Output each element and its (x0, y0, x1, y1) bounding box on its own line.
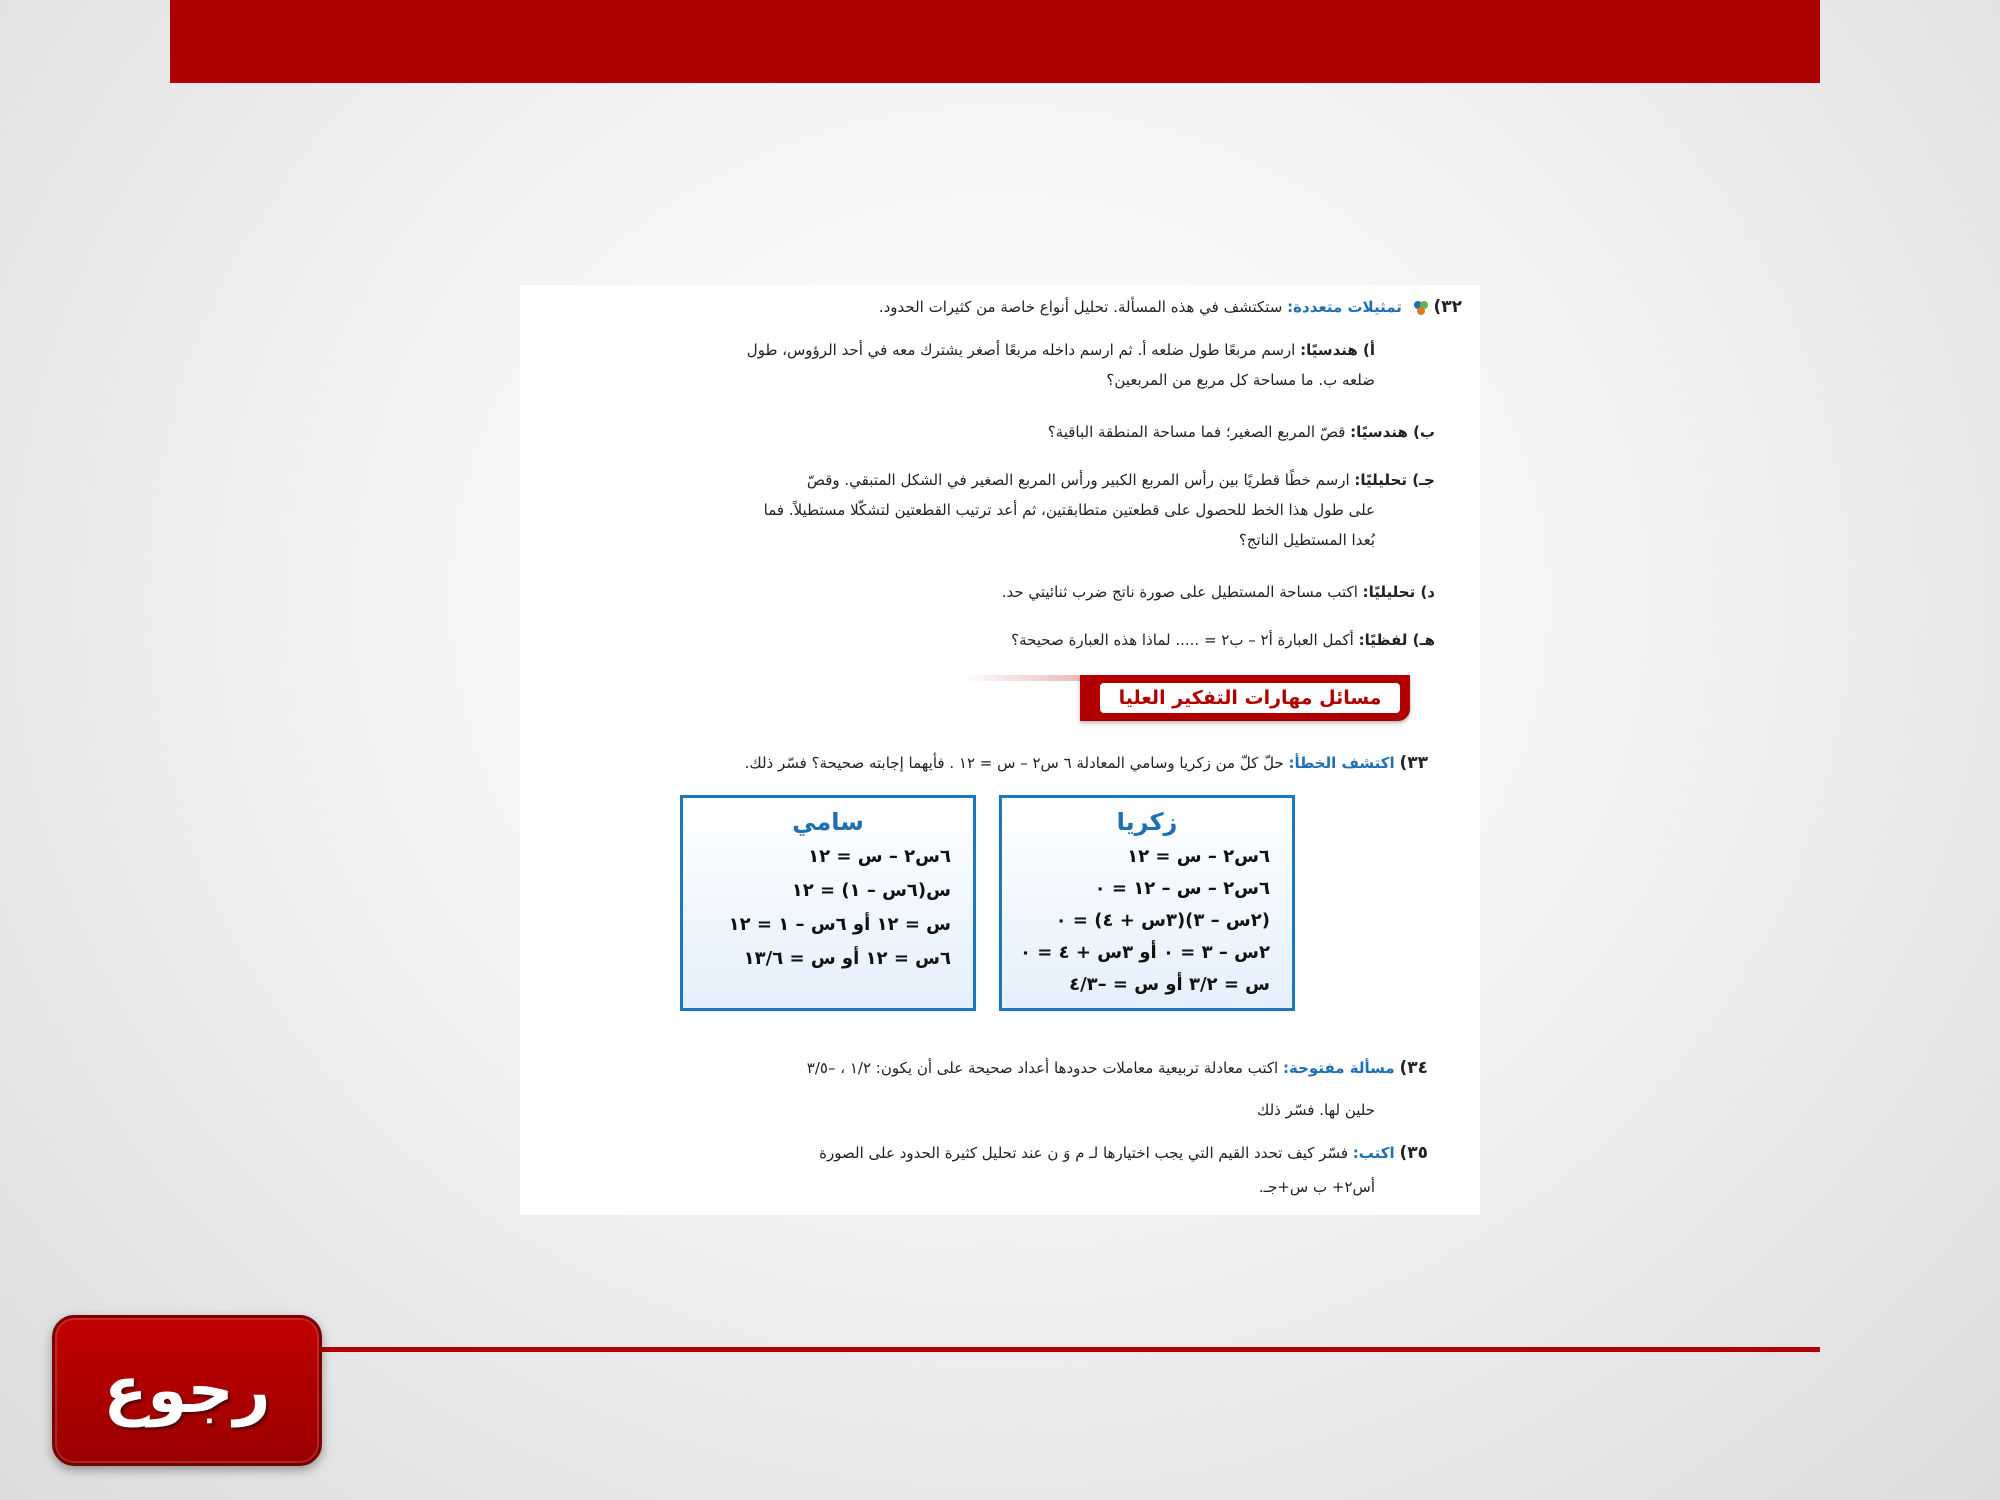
problem-35-line1 (819, 1145, 1428, 1162)
problem-text: فسّر كيف تحدد القيم التي يجب اختيارها لـ م وَ ن عند تحليل كثيرة الحدود على الصورة (819, 1144, 1349, 1162)
back-button[interactable]: رجوع (52, 1315, 322, 1466)
part-label: جـ) تحليليًا: (1354, 471, 1435, 489)
part-e (1011, 633, 1435, 648)
problem-32-header (879, 299, 1462, 316)
problem-label: مسألة مفتوحة: (1283, 1059, 1395, 1077)
multiple-representations-icon (1413, 300, 1429, 316)
part-c-line3: بُعدا المستطيل الناتج؟ (1238, 531, 1375, 549)
part-d (1002, 585, 1435, 600)
part-c-line2: على طول هذا الخط للحصول على قطعتين متطابقتين، ثم أعد ترتيب القطعتين لتشكّلا مستطيلاً. فما (763, 501, 1375, 519)
sami-solution-box (680, 795, 976, 1011)
solution-line: ٢س – ٣ = ٠ أو ٣س + ٤ = ٠ (1020, 942, 1270, 963)
solution-author: زكريا (1116, 808, 1178, 836)
problem-text: حلّ كلّ من زكريا وسامي المعادلة ٦ س٢ – س = ١٢ . فأيهما إجابته صحيحة؟ فسّر ذلك. (744, 754, 1284, 772)
problem-text: ستكتشف في هذه المسألة. تحليل أنواع خاصة من كثيرات الحدود. (878, 298, 1283, 316)
solution-line: ٦س٢ – س = ١٢ (808, 846, 951, 867)
problem-35-line2: أس٢+ ب س+جـ. (1258, 1178, 1375, 1196)
part-a-line2: ضلعه ب. ما مساحة كل مربع من المربعين؟ (1106, 371, 1375, 389)
problem-label: تمثيلات متعددة: (1287, 298, 1402, 316)
solution-line: ٦س٢ – س = ١٢ (1127, 846, 1270, 867)
textbook-page (520, 285, 1480, 1215)
hots-section-tab (1080, 675, 1410, 721)
part-text: ارسم مربعًا طول ضلعه أ. ثم ارسم داخله مربعًا أصغر يشترك معه في أحد الرؤوس، طول (746, 341, 1296, 359)
zakaria-solution-box (999, 795, 1295, 1011)
problem-label: اكتشف الخطأ: (1288, 754, 1395, 772)
part-label: أ) هندسيًا: (1300, 341, 1375, 359)
solution-line: ٦س٢ – س – ١٢ = ٠ (1094, 878, 1270, 899)
part-text: قصّ المربع الصغير؛ فما مساحة المنطقة الباقية؟ (1047, 423, 1346, 441)
part-b (1048, 425, 1435, 440)
part-text: ارسم خطًا قطريًا بين رأس المربع الكبير ورأس المربع الصغير في الشكل المتبقي. وقصّ (806, 471, 1350, 489)
solution-line: ٦س = ١٢ أو س = ١٣/٦ (743, 948, 951, 969)
problem-label: اكتب: (1352, 1144, 1395, 1162)
part-a-line1 (747, 343, 1375, 358)
part-c-line1 (807, 473, 1435, 488)
part-text: أكمل العبارة أ٢ – ب٢ = ..... لماذا هذه العبارة صحيحة؟ (1011, 631, 1354, 649)
solution-line: س(٦س – ١) = ١٢ (791, 880, 951, 901)
hots-section-title: مسائل مهارات التفكير العليا (1100, 683, 1400, 713)
part-text: اكتب مساحة المستطيل على صورة ناتج ضرب ثنائيتي حد. (1001, 583, 1358, 601)
footer-rule (315, 1347, 1820, 1352)
solution-line: (٢س – ٣)(٣س + ٤) = ٠ (1055, 910, 1270, 931)
solution-line: س = ٣/٢ أو س = –٤/٣ (1069, 974, 1270, 995)
solution-line: س = ١٢ أو ٦س – ١ = ١٢ (728, 914, 951, 935)
title-bar (170, 0, 1820, 83)
solution-author: سامي (792, 808, 864, 836)
part-label: د) تحليليًا: (1362, 583, 1435, 601)
problem-number: ٣٣) (1399, 753, 1428, 773)
part-label: ب) هندسيًا: (1350, 423, 1435, 441)
problem-33 (745, 755, 1428, 772)
problem-number: ٣٤) (1399, 1058, 1428, 1078)
part-label: هـ) لفظيًا: (1358, 631, 1435, 649)
problem-34-line1 (807, 1060, 1428, 1077)
problem-number: ٣٢) (1433, 297, 1462, 317)
problem-text: اكتب معادلة تربيعية معاملات حدودها أعداد صحيحة على أن يكون: ١/٢ ، –٣/٥ (806, 1059, 1279, 1077)
problem-number: ٣٥) (1399, 1143, 1428, 1163)
problem-34-line2: حلين لها. فسّر ذلك (1256, 1101, 1375, 1119)
